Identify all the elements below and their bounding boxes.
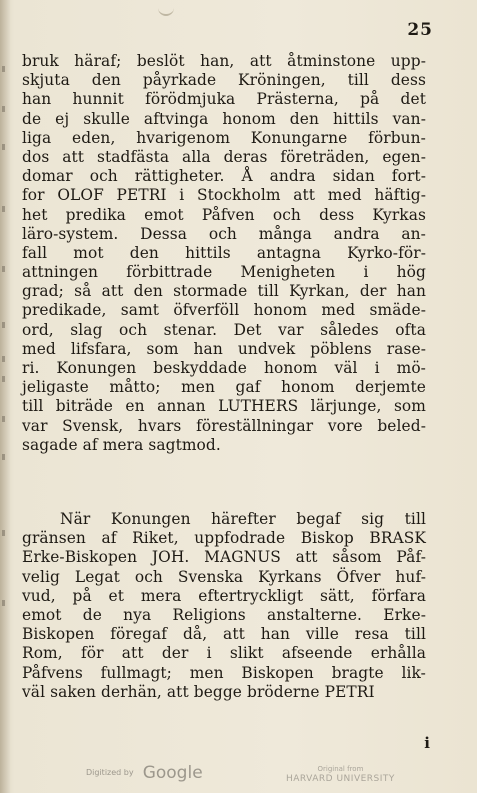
text-line: till biträde en annan LUTHERS lärjunge, som bbox=[22, 397, 426, 416]
google-watermark bbox=[86, 762, 203, 783]
text-line: gränsen af Riket, uppfodrade Biskop BRASK bbox=[22, 529, 426, 548]
text-line: ord, slag och stenar. Det var således ofta bbox=[22, 320, 426, 339]
text-line: Erke-Biskopen JOH. MAGNUS att såsom Påf- bbox=[22, 548, 426, 567]
text-line: het predika emot Påfven och dess Kyrkas bbox=[22, 205, 426, 224]
text-line: attningen förbittrade Menigheten i hög bbox=[22, 263, 426, 282]
digitized-by-label: Digitized by bbox=[86, 768, 134, 777]
text-line: domar och rättigheter. Å andra sidan fort- bbox=[22, 167, 426, 186]
text-line: grad; så att den stormade till Kyrkan, der han bbox=[22, 282, 426, 301]
text-line: predikade, samt öfverföll honom med smäde- bbox=[22, 301, 426, 320]
text-line: vud, på et mera eftertryckligt sätt, förfara bbox=[22, 586, 426, 605]
text-line: Biskopen föregaf då, att han ville resa till bbox=[22, 625, 426, 644]
text-line: han hunnit förödmjuka Prästerna, på det bbox=[22, 90, 426, 109]
text-line: for OLOF PETRI i Stockholm att med häftig- bbox=[22, 186, 426, 205]
institution-label: HARVARD UNIVERSITY bbox=[286, 774, 395, 784]
harvard-watermark bbox=[286, 764, 395, 784]
text-line: med lifsfara, som han undvek pöblens rase- bbox=[22, 339, 426, 358]
text-line: ri. Konungen beskyddade honom väl i mö- bbox=[22, 359, 426, 377]
text-line: liga eden, hvarigenom Konungarne förbun- bbox=[22, 128, 426, 147]
decorative-mark bbox=[158, 0, 174, 16]
text-line: väl saken derhän, att begge bröderne PETRI bbox=[22, 682, 375, 701]
text-line: läro-system. Dessa och många andra an- bbox=[22, 224, 426, 243]
text-line: sagade af mera sagtmod. bbox=[22, 435, 221, 454]
page-number: 25 bbox=[407, 20, 433, 40]
margin-marks bbox=[2, 60, 10, 660]
text-line: bruk häraf; beslöt han, att åtminstone upp- bbox=[22, 52, 426, 70]
text-line: var Svensk, hvars föreställningar vore beled- bbox=[22, 416, 426, 435]
text-line: När Konungen härefter begaf sig till bbox=[60, 510, 426, 528]
text-line: emot de nya Religions anstalterne. Erke- bbox=[22, 605, 426, 624]
original-from-label: Original from bbox=[317, 765, 364, 773]
catchword: i bbox=[424, 734, 430, 752]
text-line: skjuta den påyrkade Kröningen, till dess bbox=[22, 71, 426, 90]
paragraph-2 bbox=[22, 510, 426, 702]
text-line: fall mot den hittils antagna Kyrko-för- bbox=[22, 243, 426, 262]
text-line: Påfvens fullmagt; men Biskopen bragte lik- bbox=[22, 663, 426, 682]
text-line: jeligaste måtto; men gaf honom derjemte bbox=[22, 378, 426, 397]
text-line: Rom, för att der i slikt afseende erhålla bbox=[22, 644, 426, 663]
paragraph-1 bbox=[22, 52, 426, 455]
google-logo-text: Google bbox=[142, 762, 203, 783]
text-line: dos att stadfästa alla deras företräden, egen- bbox=[22, 147, 426, 166]
text-line: de ej skulle aftvinga honom den hittils van- bbox=[22, 109, 426, 128]
text-line: velig Legat och Svenska Kyrkans Öfver huf- bbox=[22, 567, 426, 586]
